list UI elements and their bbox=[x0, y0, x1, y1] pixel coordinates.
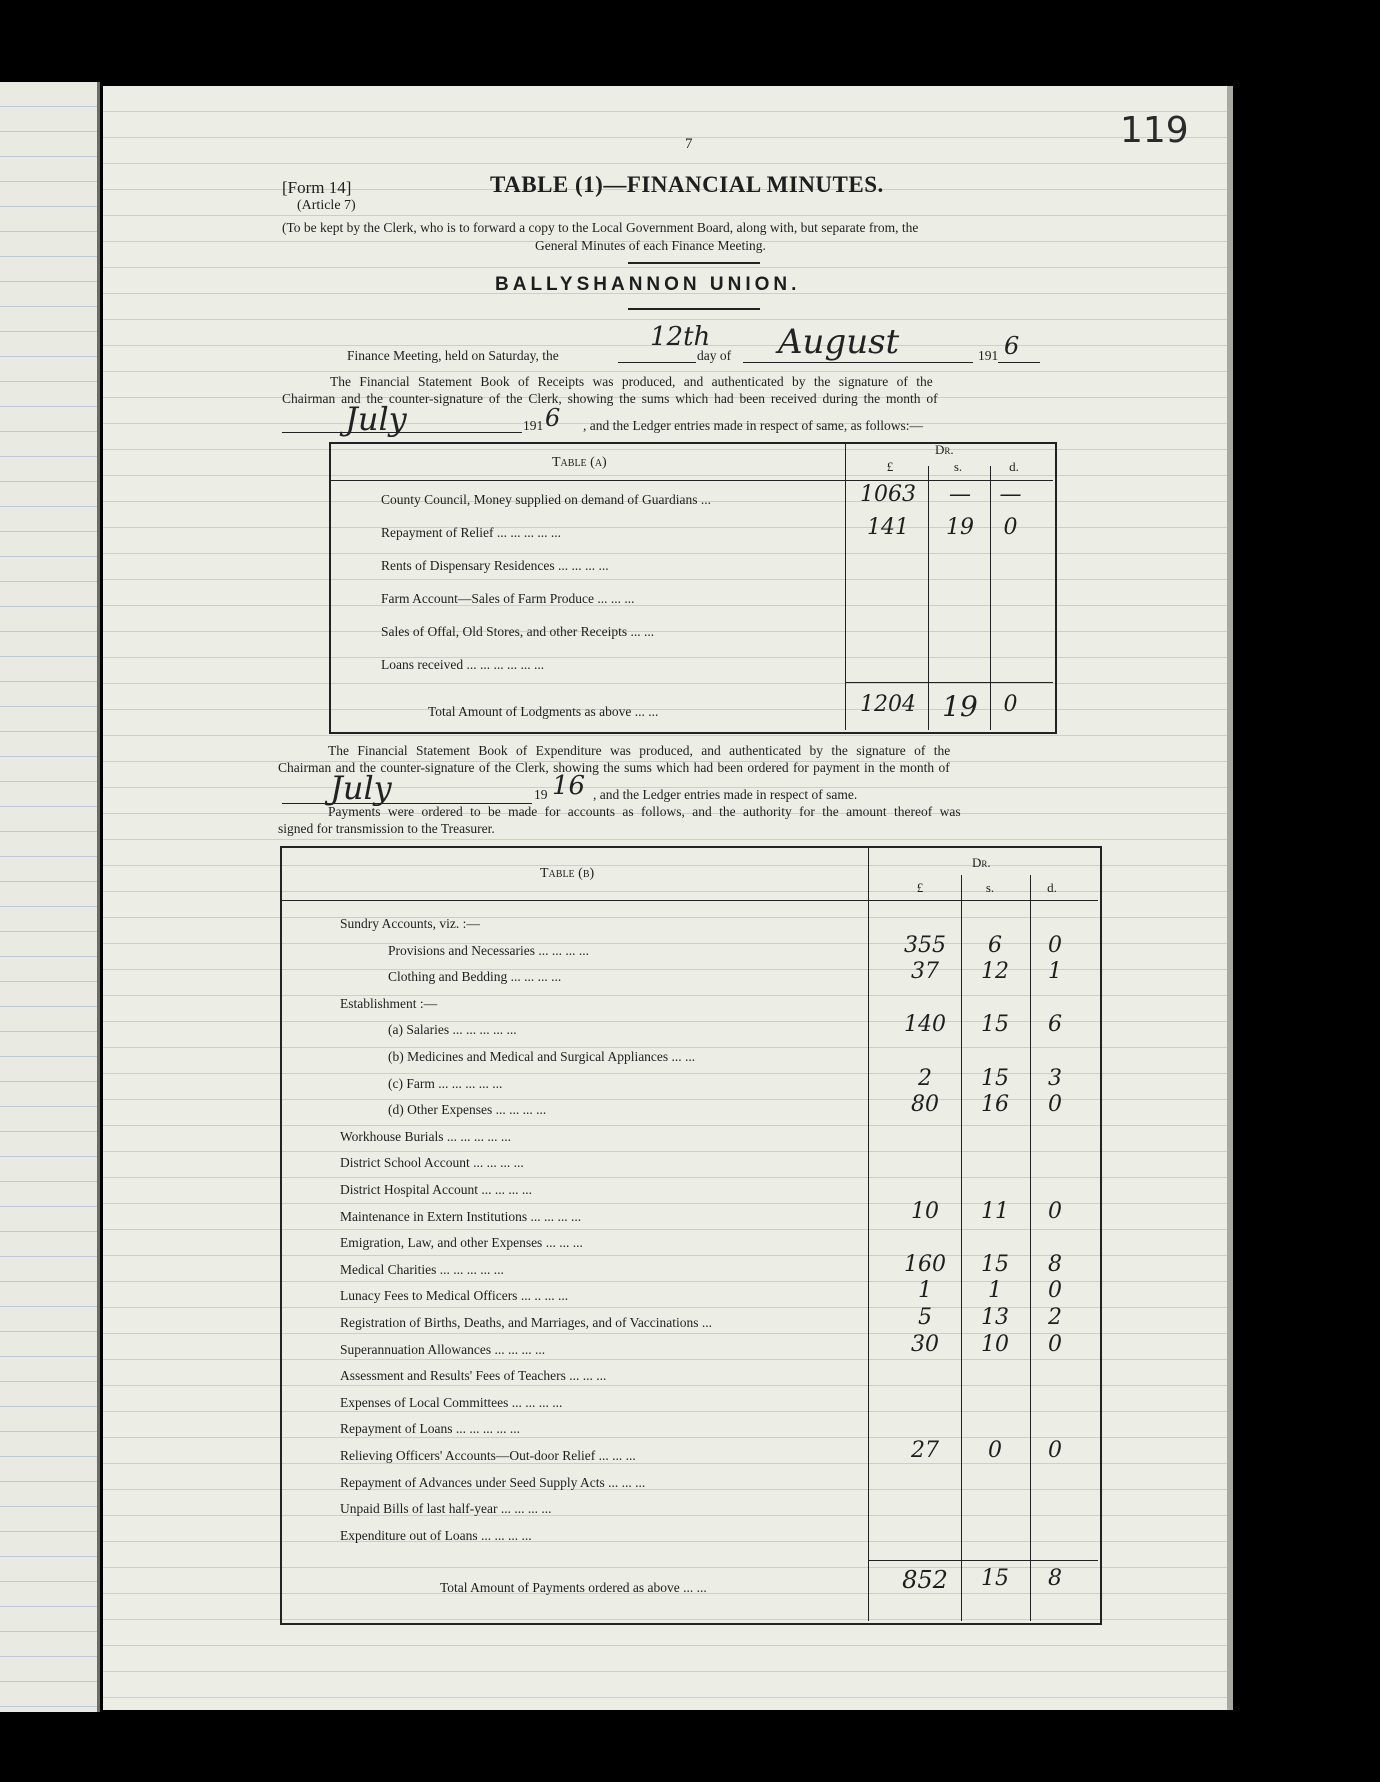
table-b-row-label: Maintenance in Extern Institutions ... ... ... ... bbox=[340, 1209, 582, 1224]
table-b-row-label: Superannuation Allowances ... ... ... ... bbox=[340, 1342, 546, 1357]
meeting-year-prefix: 191 bbox=[978, 348, 999, 363]
table-b-total-label: Total Amount of Payments ordered as above ... ... bbox=[440, 1580, 707, 1595]
instruction-line-1: (To be kept by the Clerk, who is to forward a copy to the Local Government Board, along with, but separate from, the bbox=[282, 220, 919, 235]
page-number: 119 bbox=[1120, 110, 1189, 151]
article-label: (Article 7) bbox=[297, 198, 356, 213]
table-b-row-label: Establishment :— bbox=[340, 996, 438, 1011]
expenditure-para-line-2: Chairman and the counter-signature of the Clerk, showing the sums which had been ordered for payment in the month of bbox=[278, 760, 950, 775]
table-b-row-pence: 0 bbox=[1048, 1278, 1062, 1303]
table-b-row-shillings: 0 bbox=[988, 1438, 1002, 1463]
expenditure-para-line-4: Payments were ordered to be made for accounts as follows, and the authority for the amount thereof was bbox=[328, 804, 961, 819]
table-a-row-pounds: 1063 bbox=[860, 482, 916, 507]
table-b-row-pounds: 5 bbox=[918, 1305, 932, 1330]
receipts-year-prefix: 191 bbox=[523, 418, 544, 433]
table-b-row-label: Lunacy Fees to Medical Officers ... .. ... ... bbox=[340, 1288, 569, 1303]
table-b-row-pence: 0 bbox=[1048, 933, 1062, 958]
expenditure-year-digit: 16 bbox=[552, 771, 586, 801]
table-b-row-label: District School Account ... ... ... ... bbox=[340, 1155, 524, 1170]
table-a-row-pence: — bbox=[999, 482, 1022, 507]
table-b-col-divider-1 bbox=[868, 848, 869, 1621]
union-rule bbox=[628, 308, 760, 310]
table-b-row-pence: 1 bbox=[1048, 959, 1062, 984]
table-b-total-rule bbox=[868, 1560, 1098, 1561]
table-b-row-label: Assessment and Results' Fees of Teachers ... ... ... bbox=[340, 1368, 607, 1383]
receipts-para-tail: , and the Ledger entries made in respect of same, as follows:— bbox=[583, 418, 924, 433]
table-b-row-pounds: 30 bbox=[911, 1332, 939, 1357]
table-b-total-pounds: 852 bbox=[902, 1566, 948, 1594]
table-b-row-pence: 3 bbox=[1048, 1066, 1062, 1091]
table-b-row-pounds: 355 bbox=[904, 933, 946, 958]
page-title: TABLE (1)—FINANCIAL MINUTES. bbox=[490, 172, 884, 197]
table-a-shillings-header: s. bbox=[953, 459, 963, 474]
table-b-row-shillings: 1 bbox=[988, 1278, 1002, 1303]
table-b-row-label: (d) Other Expenses ... ... ... ... bbox=[388, 1102, 547, 1117]
page-edge bbox=[1227, 86, 1233, 1710]
receipts-para-line-2: Chairman and the counter-signature of the Clerk, showing the sums which had been received during the month of bbox=[282, 391, 938, 406]
table-a-row-label: County Council, Money supplied on demand of Guardians ... bbox=[381, 492, 711, 507]
table-b-shillings-header: s. bbox=[985, 880, 995, 895]
table-b-row-pence: 0 bbox=[1048, 1332, 1062, 1357]
table-b-row-label: Workhouse Burials ... ... ... ... ... bbox=[340, 1129, 512, 1144]
receipts-year-digit: 6 bbox=[545, 404, 561, 432]
union-name: BALLYSHANNON UNION. bbox=[495, 274, 801, 295]
table-b-row-label: (a) Salaries ... ... ... ... ... bbox=[388, 1022, 517, 1037]
table-b-row-shillings: 11 bbox=[981, 1199, 1009, 1224]
table-a-row-label: Loans received ... ... ... ... ... ... bbox=[381, 657, 545, 672]
table-b-row-pence: 0 bbox=[1048, 1092, 1062, 1117]
table-b-row-shillings: 10 bbox=[981, 1332, 1009, 1357]
table-b-row-shillings: 13 bbox=[981, 1305, 1009, 1330]
table-b-row-label: Registration of Births, Deaths, and Marriages, and of Vaccinations ... bbox=[340, 1315, 713, 1330]
expenditure-para-line-1: The Financial Statement Book of Expenditure was produced, and authenticated by the signature of the bbox=[328, 743, 951, 758]
receipts-month: July bbox=[345, 400, 407, 438]
table-a-pence-header: d. bbox=[1009, 459, 1019, 474]
table-b-row-label: Unpaid Bills of last half-year ... ... ... ... bbox=[340, 1501, 552, 1516]
table-b-dr-header: Dr. bbox=[972, 855, 991, 870]
table-a-total-pounds: 1204 bbox=[860, 692, 916, 717]
table-a-col-divider-2 bbox=[928, 466, 929, 730]
table-a-header-rule bbox=[331, 480, 1053, 481]
table-a-row-shillings: — bbox=[949, 482, 971, 507]
table-b-pounds-header: £ bbox=[916, 880, 924, 895]
meeting-year-digit: 6 bbox=[1004, 332, 1020, 360]
table-b-row-pounds: 160 bbox=[904, 1252, 946, 1277]
meeting-mid: day of bbox=[697, 348, 732, 363]
table-b-row-shillings: 15 bbox=[981, 1012, 1009, 1037]
table-a-row-shillings: 19 bbox=[946, 515, 974, 540]
table-b-row-pence: 8 bbox=[1048, 1252, 1062, 1277]
instruction-line-2: General Minutes of each Finance Meeting. bbox=[535, 238, 766, 253]
table-b-row-label: Clothing and Bedding ... ... ... ... bbox=[388, 969, 562, 984]
table-b-row-label: Sundry Accounts, viz. :— bbox=[340, 916, 480, 931]
table-b-total-pence: 8 bbox=[1048, 1566, 1062, 1591]
month-blank bbox=[743, 362, 973, 363]
table-b-row-pence: 0 bbox=[1048, 1438, 1062, 1463]
table-a-pounds-header: £ bbox=[886, 459, 894, 474]
form-label: [Form 14] bbox=[282, 178, 352, 197]
table-b-header-rule bbox=[282, 900, 1098, 901]
table-a-row-pence: 0 bbox=[1003, 515, 1018, 540]
table-b-row-shillings: 12 bbox=[981, 959, 1009, 984]
table-b-row-label: Expenses of Local Committees ... ... ... ... bbox=[340, 1395, 563, 1410]
table-a-total-rule bbox=[845, 682, 1053, 683]
table-b-row-label: Relieving Officers' Accounts—Out-door Relief ... ... ... bbox=[340, 1448, 636, 1463]
table-a-row-label: Rents of Dispensary Residences ... ... ... ... bbox=[381, 558, 609, 573]
receipts-para-line-1: The Financial Statement Book of Receipts was produced, and authenticated by the signature of the bbox=[330, 374, 933, 389]
expenditure-year-prefix: 19 bbox=[534, 787, 548, 802]
table-b-row-label: Medical Charities ... ... ... ... ... bbox=[340, 1262, 504, 1277]
table-b-row-pounds: 80 bbox=[911, 1092, 939, 1117]
table-a-row-label: Farm Account—Sales of Farm Produce ... ... ... bbox=[381, 591, 635, 606]
left-facing-page bbox=[0, 82, 100, 1712]
year-blank bbox=[998, 362, 1040, 363]
table-b-col-divider-2 bbox=[961, 875, 962, 1621]
table-b-row-label: Emigration, Law, and other Expenses ... ... ... bbox=[340, 1235, 583, 1250]
table-a-col-divider-1 bbox=[845, 444, 846, 730]
title-rule bbox=[628, 262, 760, 264]
table-b-total-shillings: 15 bbox=[981, 1566, 1009, 1591]
expenditure-month: July bbox=[330, 769, 392, 807]
table-b-row-pounds: 37 bbox=[911, 959, 939, 984]
expenditure-para-tail: , and the Ledger entries made in respect of same. bbox=[593, 787, 858, 802]
table-b-row-label: District Hospital Account ... ... ... ... bbox=[340, 1182, 532, 1197]
table-b-row-label: Expenditure out of Loans ... ... ... ... bbox=[340, 1528, 532, 1543]
table-b-row-pence: 2 bbox=[1048, 1305, 1062, 1330]
table-b-row-label: (c) Farm ... ... ... ... ... bbox=[388, 1076, 503, 1091]
table-a-dr-header: Dr. bbox=[935, 442, 954, 457]
day-blank bbox=[618, 362, 696, 363]
table-b-row-label: (b) Medicines and Medical and Surgical Appliances ... ... bbox=[388, 1049, 696, 1064]
table-a-row-pounds: 141 bbox=[867, 515, 909, 540]
table-b-row-pence: 6 bbox=[1048, 1012, 1062, 1037]
table-a-total-label: Total Amount of Lodgments as above ... ... bbox=[428, 704, 659, 719]
table-a-row-label: Repayment of Relief ... ... ... ... ... bbox=[381, 525, 561, 540]
table-b-title: Table (b) bbox=[540, 866, 595, 881]
table-b-row-pounds: 2 bbox=[918, 1066, 932, 1091]
table-b-row-pounds: 1 bbox=[918, 1278, 932, 1303]
table-a-row-label: Sales of Offal, Old Stores, and other Receipts ... ... bbox=[381, 624, 655, 639]
table-b-row-pounds: 27 bbox=[911, 1438, 939, 1463]
table-b-col-divider-3 bbox=[1030, 875, 1031, 1621]
meeting-prefix: Finance Meeting, held on Saturday, the bbox=[347, 348, 559, 363]
table-b-row-pounds: 140 bbox=[904, 1012, 946, 1037]
table-b-pence-header: d. bbox=[1047, 880, 1057, 895]
table-a-col-divider-3 bbox=[990, 466, 991, 730]
table-a-title: Table (a) bbox=[552, 455, 607, 470]
table-b-row-pounds: 10 bbox=[911, 1199, 939, 1224]
table-b-row-shillings: 6 bbox=[988, 933, 1002, 958]
table-b-row-shillings: 15 bbox=[981, 1066, 1009, 1091]
table-b-row-label: Repayment of Loans ... ... ... ... ... bbox=[340, 1421, 520, 1436]
table-b-row-shillings: 16 bbox=[981, 1092, 1009, 1117]
table-b-row-shillings: 15 bbox=[981, 1252, 1009, 1277]
meeting-day: 12th bbox=[650, 322, 711, 352]
table-a-total-pence: 0 bbox=[1003, 692, 1018, 717]
meeting-month: August bbox=[778, 322, 900, 362]
table-b-row-label: Repayment of Advances under Seed Supply Acts ... ... ... bbox=[340, 1475, 646, 1490]
table-a-total-shillings: 19 bbox=[942, 690, 978, 723]
table-b-row-label: Provisions and Necessaries ... ... ... ... bbox=[388, 943, 589, 958]
sheet-number: 7 bbox=[685, 136, 693, 152]
expenditure-para-line-5: signed for transmission to the Treasurer. bbox=[278, 821, 495, 836]
table-b-row-pence: 0 bbox=[1048, 1199, 1062, 1224]
